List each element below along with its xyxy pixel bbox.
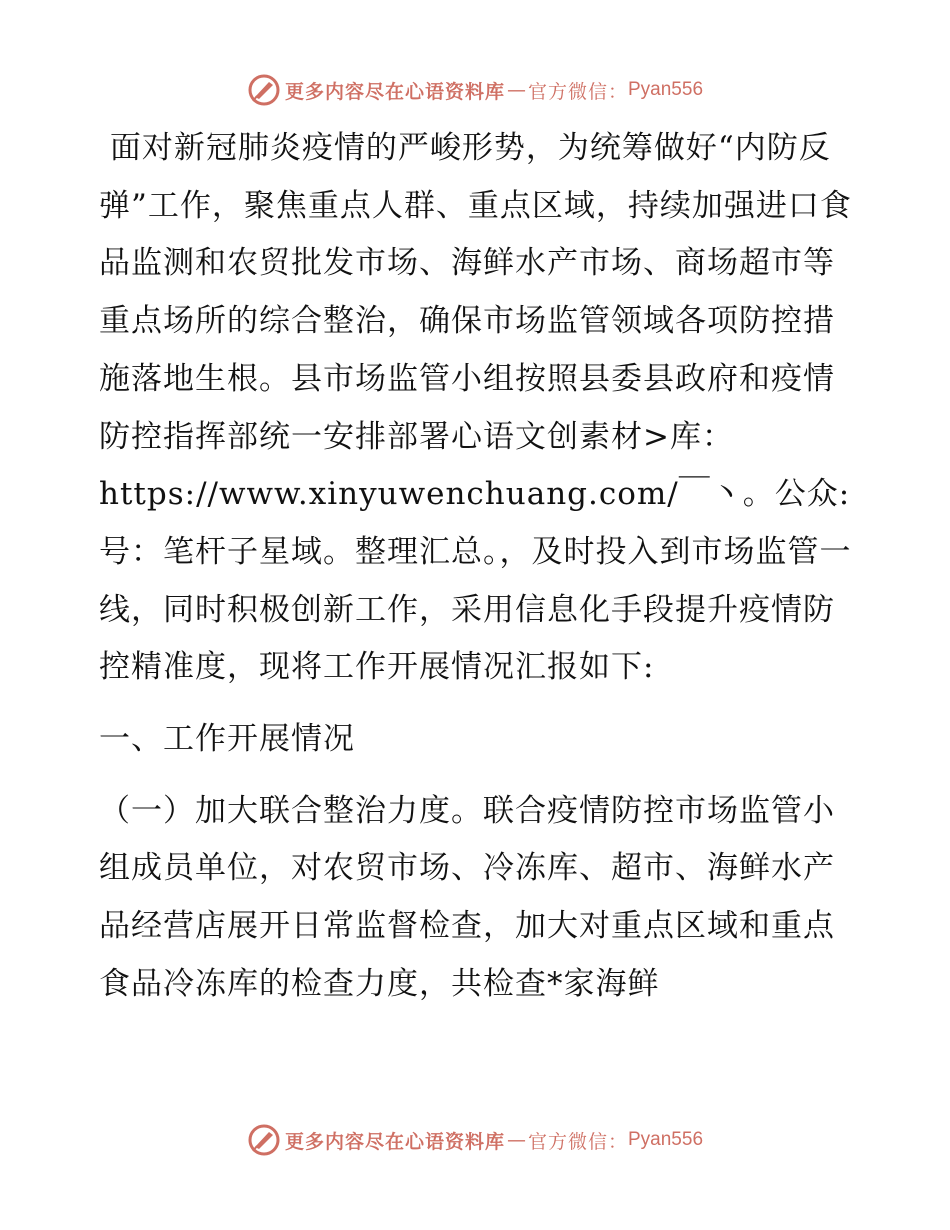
- banner-dash: —: [506, 79, 526, 101]
- banner-official-text: 官方微信：: [527, 1130, 628, 1153]
- banner-wechat-id: Pyan556: [628, 79, 704, 100]
- paragraph-section-1: （一）加大联合整治力度。联合疫情防控市场监管小组成员单位，对农贸市场、冷冻库、超市、海鲜水产品经营店展开日常监督检查，加大对重点区域和重点食品冷冻库的检查力度，共检查*家海鲜: [99, 792, 835, 1002]
- banner-main-text: 更多内容尽在心语资料库: [284, 1130, 505, 1153]
- paragraph-intro: 面对新冠肺炎疫情的严峻形势，为统筹做好“内防反弹”工作，聚焦重点人群、重点区域，持续加强进口食品监测和农贸批发市场、海鲜水产市场、商场超市等重点场所的综合整治，确保市场监管领域各项防控措施落地生根。县市场监管小组按照县委县政府和疫情防控指挥部统一安排部署心语文创素材>库：https://www.xinyuwenchuang.com/￣丶。公众:号：笔杆子星域。整理汇总。，及时投入到市场监管一线，同时积极创新工作，采用信息化手段提升疫情防控精准度，现将工作开展情况汇报如下:: [99, 130, 852, 686]
- section-heading: 一、工作开展情况: [99, 721, 355, 758]
- banner-wechat-id: Pyan556: [628, 1129, 704, 1150]
- quill-circle-icon: [247, 73, 281, 107]
- footer-banner: [0, 1120, 950, 1160]
- quill-circle-icon: [247, 1123, 281, 1157]
- banner-official-text: 官方微信：: [527, 80, 628, 103]
- header-banner: [0, 70, 950, 110]
- banner-main-text: 更多内容尽在心语资料库: [284, 80, 505, 103]
- document-body: [99, 120, 859, 1014]
- banner-dash: —: [506, 1129, 526, 1151]
